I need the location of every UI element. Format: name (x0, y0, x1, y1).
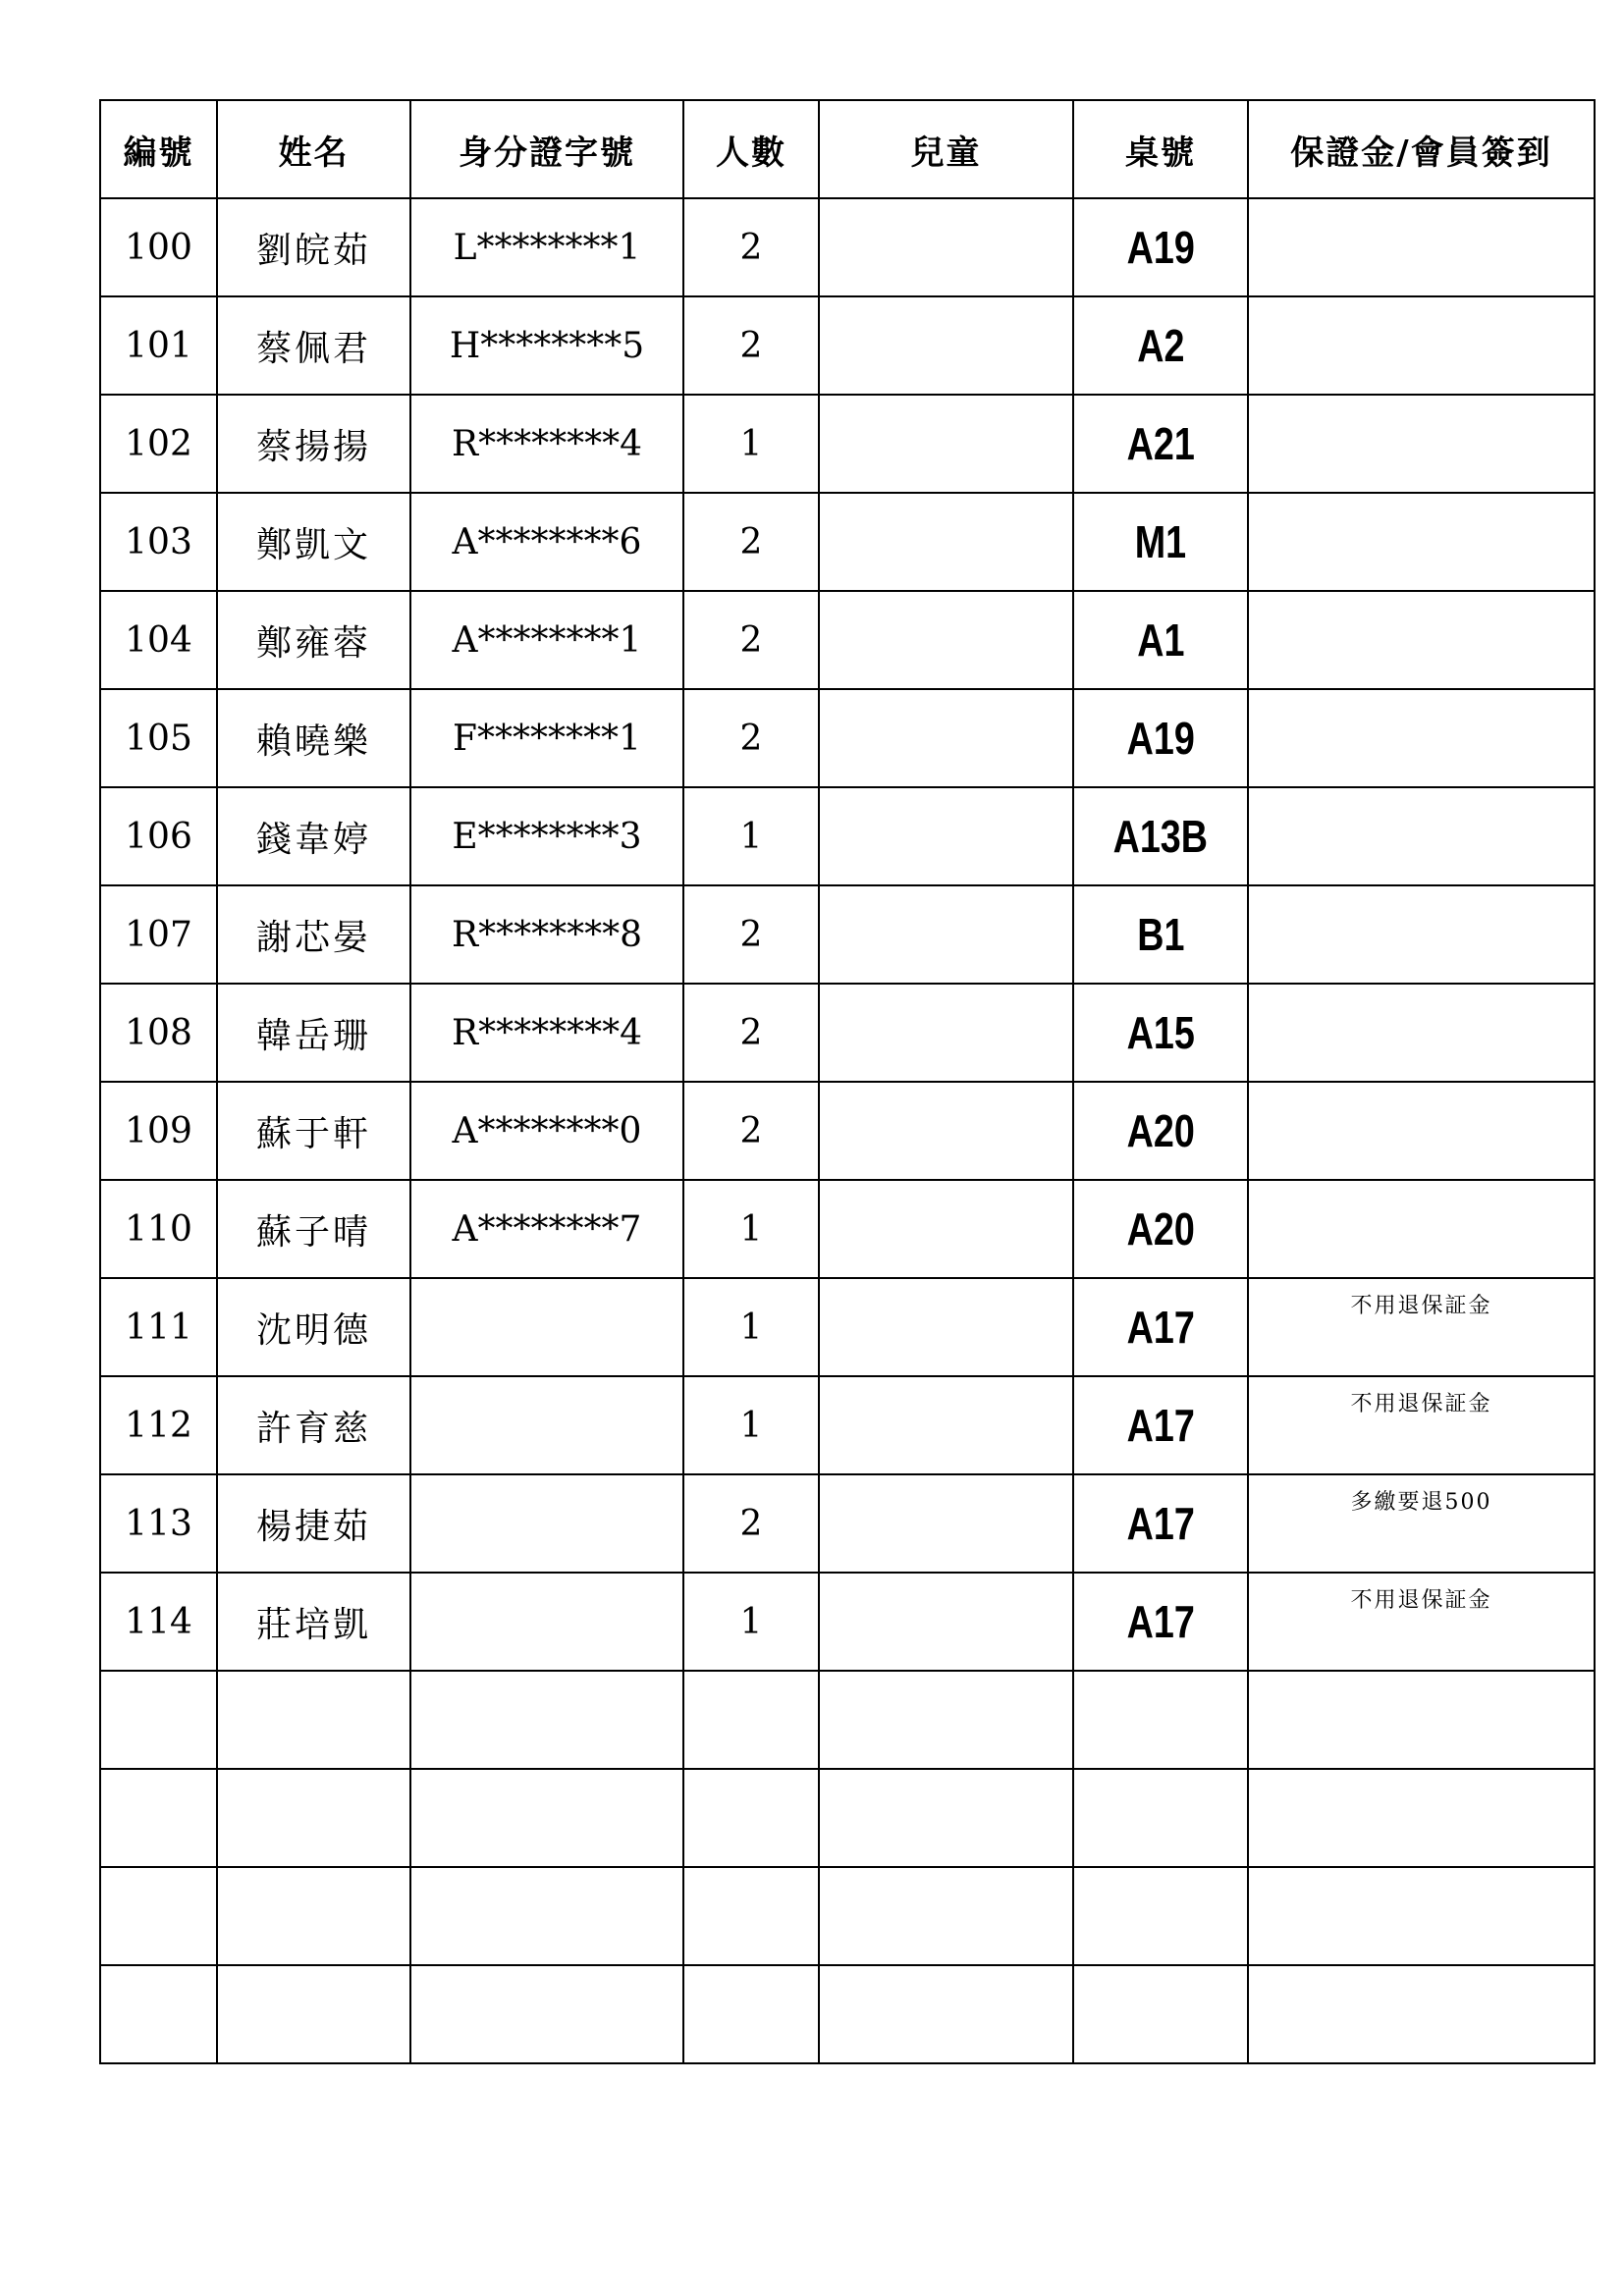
cell-children (819, 1180, 1073, 1278)
cell-headcount: 2 (683, 984, 819, 1082)
cell-children (819, 395, 1073, 493)
cell-children (819, 1769, 1073, 1867)
cell-name: 楊捷茹 (217, 1474, 410, 1573)
cell-deposit-note (1248, 395, 1595, 493)
cell-table-number-text: A20 (1126, 1105, 1195, 1156)
cell-number: 103 (100, 493, 217, 591)
table-row (100, 1671, 1595, 1769)
cell-deposit-note-text: 不用退保証金 (1350, 1588, 1492, 1613)
cell-table-number-text: A21 (1126, 418, 1195, 469)
cell-table-number-text: A17 (1126, 1596, 1195, 1647)
cell-id-number (410, 1867, 683, 1965)
cell-children (819, 296, 1073, 395)
cell-headcount: 1 (683, 1180, 819, 1278)
header-id-number: 身分證字號 (410, 100, 683, 198)
cell-children (819, 591, 1073, 689)
cell-id-number: A********6 (410, 493, 683, 591)
cell-children (819, 1278, 1073, 1376)
cell-table-number (1073, 1965, 1248, 2063)
cell-headcount: 1 (683, 1573, 819, 1671)
cell-deposit-note (1248, 885, 1595, 984)
cell-number: 114 (100, 1573, 217, 1671)
cell-number: 104 (100, 591, 217, 689)
cell-table-number-text: A15 (1126, 1007, 1195, 1058)
cell-table-number-text: A17 (1126, 1498, 1195, 1549)
cell-table-number-text: A13B (1112, 811, 1209, 862)
cell-id-number (410, 1376, 683, 1474)
cell-table-number (1073, 1474, 1248, 1573)
cell-table-number (1073, 591, 1248, 689)
cell-number (100, 1965, 217, 2063)
cell-deposit-note (1248, 591, 1595, 689)
cell-table-number-text: A20 (1126, 1203, 1195, 1255)
cell-headcount: 1 (683, 395, 819, 493)
table-row (100, 1965, 1595, 2063)
cell-deposit-note (1248, 689, 1595, 787)
cell-name: 謝芯晏 (217, 885, 410, 984)
table-row (100, 1376, 1595, 1474)
cell-table-number (1073, 296, 1248, 395)
cell-table-number-text: M1 (1134, 516, 1187, 567)
cell-children (819, 1867, 1073, 1965)
table-row (100, 591, 1595, 689)
cell-id-number: H********5 (410, 296, 683, 395)
cell-name: 賴曉樂 (217, 689, 410, 787)
cell-deposit-note (1248, 1082, 1595, 1180)
cell-table-number-text: A17 (1126, 1400, 1195, 1451)
cell-table-number-text: A19 (1126, 222, 1195, 273)
cell-name (217, 1867, 410, 1965)
cell-number: 107 (100, 885, 217, 984)
cell-id-number: R********4 (410, 984, 683, 1082)
cell-deposit-note (1248, 1376, 1595, 1474)
header-headcount: 人數 (683, 100, 819, 198)
cell-number: 101 (100, 296, 217, 395)
cell-children (819, 198, 1073, 296)
cell-name: 蔡揚揚 (217, 395, 410, 493)
cell-headcount: 1 (683, 787, 819, 885)
cell-id-number: A********0 (410, 1082, 683, 1180)
cell-deposit-note-text: 不用退保証金 (1350, 1392, 1492, 1416)
cell-table-number (1073, 1573, 1248, 1671)
cell-deposit-note (1248, 198, 1595, 296)
cell-id-number: L********1 (410, 198, 683, 296)
cell-deposit-note (1248, 1573, 1595, 1671)
cell-children (819, 1671, 1073, 1769)
cell-number (100, 1769, 217, 1867)
guest-list-table (99, 99, 1596, 2064)
table-row (100, 198, 1595, 296)
cell-name (217, 1671, 410, 1769)
table-row (100, 1867, 1595, 1965)
cell-table-number (1073, 198, 1248, 296)
cell-name: 鄭凱文 (217, 493, 410, 591)
table-row (100, 885, 1595, 984)
cell-headcount: 2 (683, 689, 819, 787)
cell-table-number-text: A1 (1136, 614, 1185, 666)
cell-table-number (1073, 1180, 1248, 1278)
cell-id-number: R********4 (410, 395, 683, 493)
cell-id-number: R********8 (410, 885, 683, 984)
table-row (100, 984, 1595, 1082)
cell-children (819, 689, 1073, 787)
cell-table-number (1073, 787, 1248, 885)
cell-deposit-note (1248, 1671, 1595, 1769)
cell-number: 109 (100, 1082, 217, 1180)
header-name: 姓名 (217, 100, 410, 198)
cell-name: 蔡佩君 (217, 296, 410, 395)
cell-number (100, 1867, 217, 1965)
cell-table-number (1073, 689, 1248, 787)
cell-number: 100 (100, 198, 217, 296)
header-table-number: 桌號 (1073, 100, 1248, 198)
cell-id-number (410, 1278, 683, 1376)
cell-table-number (1073, 1671, 1248, 1769)
cell-children (819, 493, 1073, 591)
cell-id-number: F********1 (410, 689, 683, 787)
cell-name: 莊培凱 (217, 1573, 410, 1671)
cell-id-number (410, 1573, 683, 1671)
cell-deposit-note (1248, 1867, 1595, 1965)
cell-children (819, 1965, 1073, 2063)
cell-deposit-note-text: 不用退保証金 (1350, 1294, 1492, 1318)
cell-headcount: 1 (683, 1278, 819, 1376)
table-row (100, 395, 1595, 493)
cell-deposit-note-text: 多繳要退500 (1350, 1490, 1492, 1515)
cell-name: 沈明德 (217, 1278, 410, 1376)
cell-number: 106 (100, 787, 217, 885)
header-row (100, 100, 1595, 198)
cell-id-number (410, 1474, 683, 1573)
cell-number: 108 (100, 984, 217, 1082)
cell-children (819, 787, 1073, 885)
cell-id-number: A********7 (410, 1180, 683, 1278)
cell-children (819, 1376, 1073, 1474)
cell-children (819, 984, 1073, 1082)
cell-headcount: 2 (683, 1474, 819, 1573)
cell-table-number (1073, 1082, 1248, 1180)
cell-children (819, 1082, 1073, 1180)
cell-children (819, 1573, 1073, 1671)
cell-headcount: 2 (683, 885, 819, 984)
cell-id-number (410, 1965, 683, 2063)
cell-headcount: 1 (683, 1376, 819, 1474)
cell-number: 112 (100, 1376, 217, 1474)
header-number: 編號 (100, 100, 217, 198)
cell-children (819, 885, 1073, 984)
cell-table-number (1073, 1769, 1248, 1867)
cell-headcount (683, 1769, 819, 1867)
cell-headcount: 2 (683, 198, 819, 296)
cell-table-number-text: B1 (1136, 909, 1185, 960)
cell-deposit-note (1248, 984, 1595, 1082)
cell-headcount (683, 1965, 819, 2063)
cell-deposit-note (1248, 493, 1595, 591)
cell-deposit-note (1248, 1965, 1595, 2063)
cell-table-number-text: A19 (1126, 713, 1195, 764)
cell-table-number (1073, 1376, 1248, 1474)
cell-number: 105 (100, 689, 217, 787)
table-row (100, 1180, 1595, 1278)
table-row (100, 1573, 1595, 1671)
cell-table-number-text: A2 (1136, 320, 1185, 371)
cell-headcount: 2 (683, 591, 819, 689)
table-row (100, 1769, 1595, 1867)
cell-number: 111 (100, 1278, 217, 1376)
cell-deposit-note (1248, 1474, 1595, 1573)
table-row (100, 1082, 1595, 1180)
cell-table-number (1073, 984, 1248, 1082)
cell-number: 113 (100, 1474, 217, 1573)
table-row (100, 689, 1595, 787)
cell-table-number-text: A17 (1126, 1302, 1195, 1353)
cell-headcount (683, 1671, 819, 1769)
cell-name: 鄭雍蓉 (217, 591, 410, 689)
table-row (100, 493, 1595, 591)
cell-id-number (410, 1769, 683, 1867)
table-row (100, 1278, 1595, 1376)
table-row (100, 296, 1595, 395)
cell-name: 劉皖茹 (217, 198, 410, 296)
cell-name: 蘇于軒 (217, 1082, 410, 1180)
header-children: 兒童 (819, 100, 1073, 198)
cell-table-number (1073, 1867, 1248, 1965)
cell-name: 韓岳珊 (217, 984, 410, 1082)
cell-deposit-note (1248, 296, 1595, 395)
cell-id-number: A********1 (410, 591, 683, 689)
cell-name: 錢韋婷 (217, 787, 410, 885)
header-deposit-signin: 保證金/會員簽到 (1248, 100, 1595, 198)
cell-deposit-note (1248, 1278, 1595, 1376)
cell-table-number (1073, 1278, 1248, 1376)
cell-number: 102 (100, 395, 217, 493)
cell-name (217, 1965, 410, 2063)
cell-table-number (1073, 395, 1248, 493)
cell-name (217, 1769, 410, 1867)
cell-number (100, 1671, 217, 1769)
cell-table-number (1073, 493, 1248, 591)
cell-children (819, 1474, 1073, 1573)
cell-deposit-note (1248, 787, 1595, 885)
cell-name: 蘇子晴 (217, 1180, 410, 1278)
cell-name: 許育慈 (217, 1376, 410, 1474)
cell-headcount: 2 (683, 493, 819, 591)
cell-deposit-note (1248, 1180, 1595, 1278)
table-row (100, 787, 1595, 885)
cell-deposit-note (1248, 1769, 1595, 1867)
table-row (100, 1474, 1595, 1573)
cell-table-number (1073, 885, 1248, 984)
cell-number: 110 (100, 1180, 217, 1278)
cell-headcount: 2 (683, 296, 819, 395)
cell-headcount (683, 1867, 819, 1965)
cell-headcount: 2 (683, 1082, 819, 1180)
cell-id-number (410, 1671, 683, 1769)
cell-id-number: E********3 (410, 787, 683, 885)
